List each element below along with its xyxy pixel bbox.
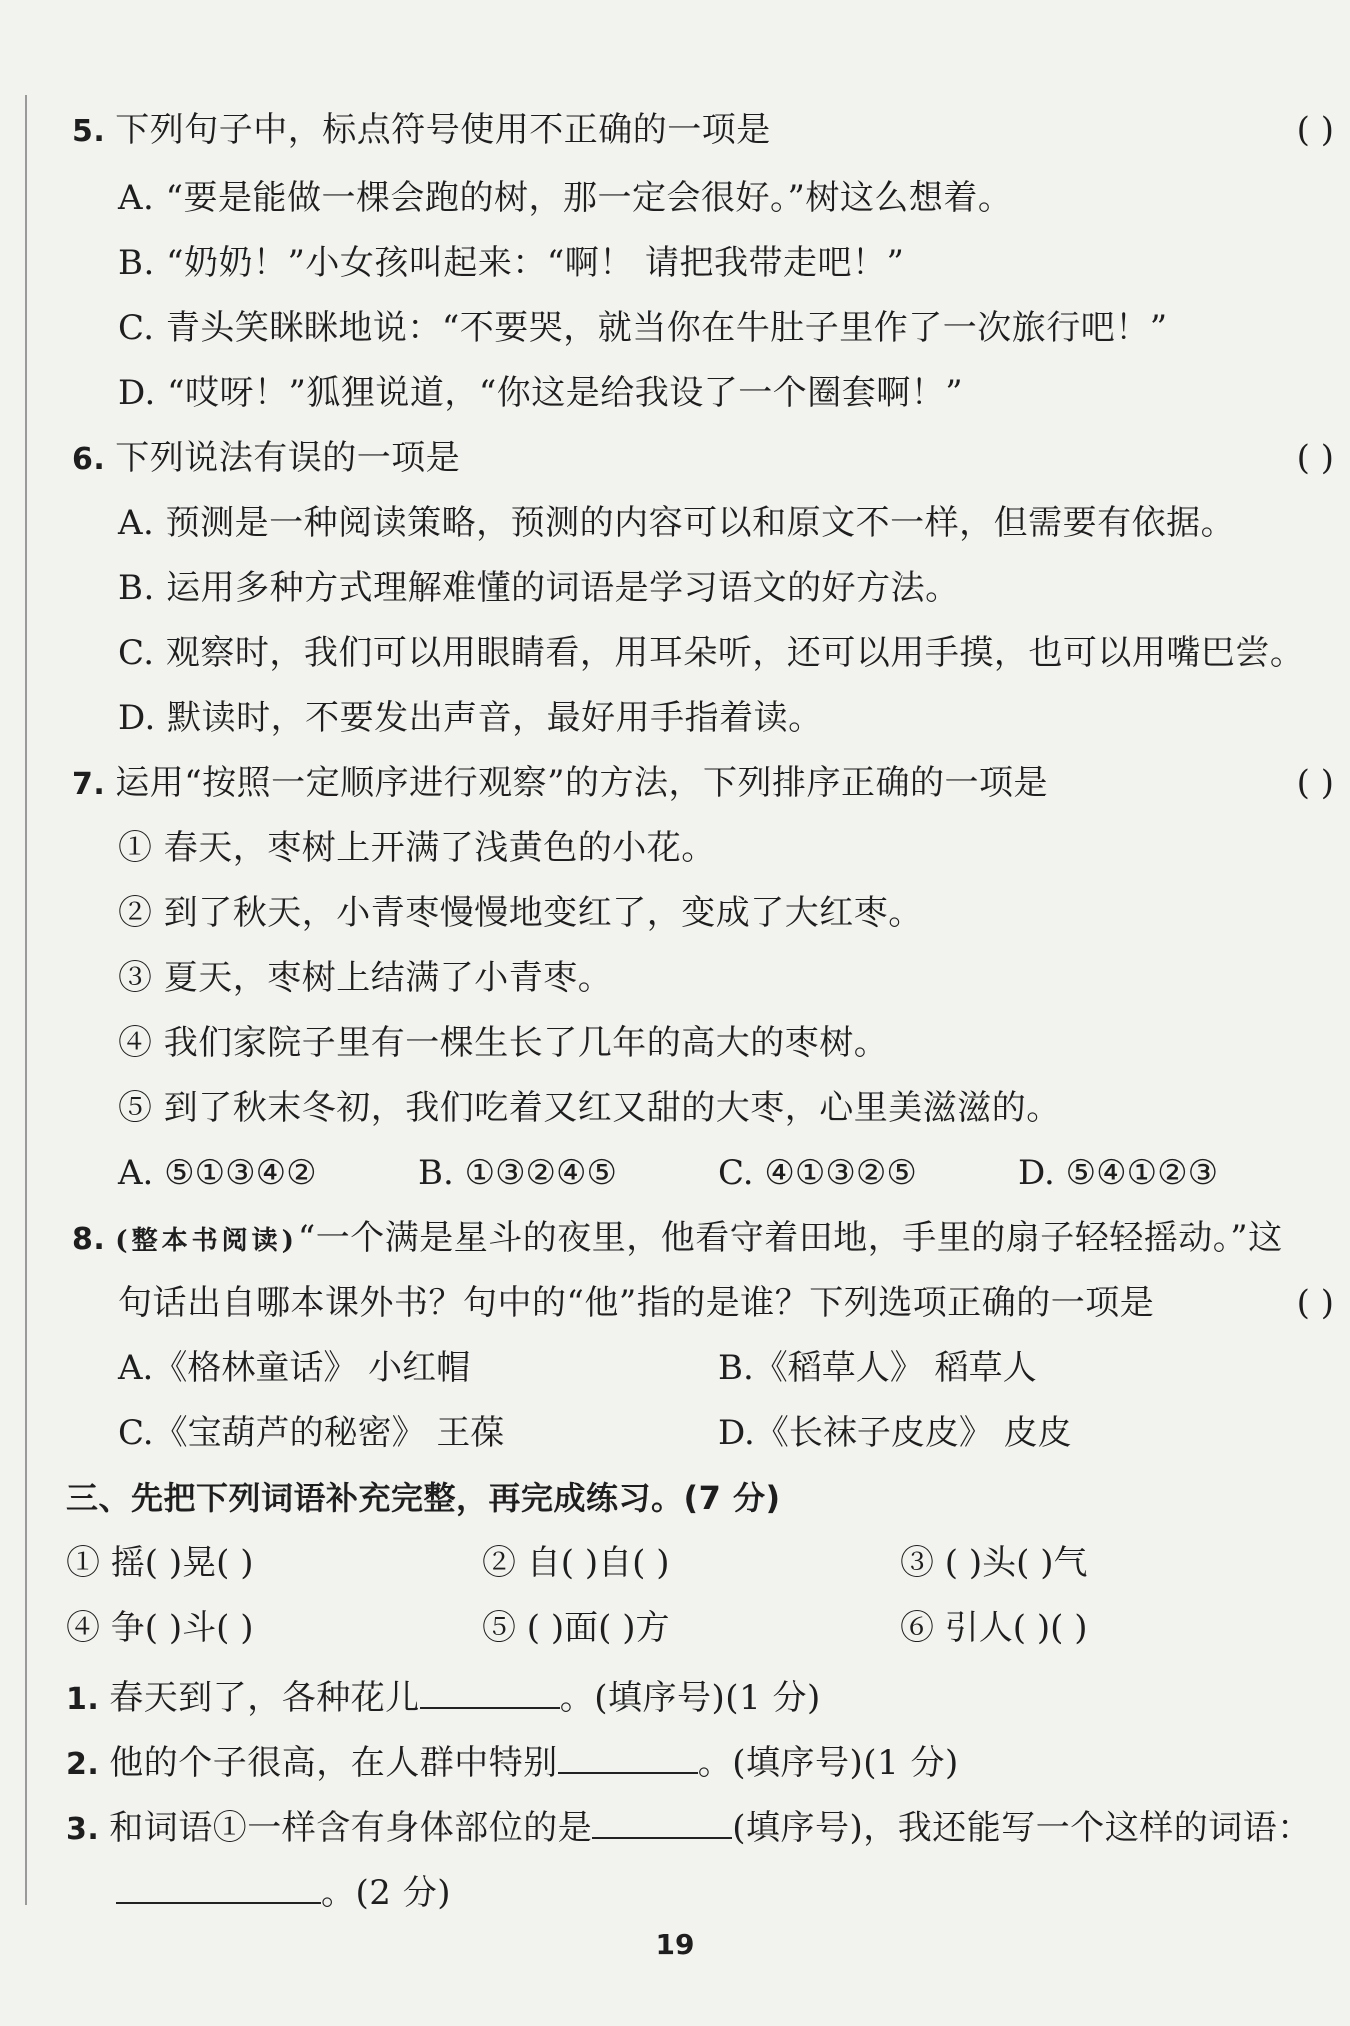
answer-blank[interactable] bbox=[558, 1736, 698, 1774]
answer-blank[interactable] bbox=[420, 1671, 560, 1709]
exercise-2 bbox=[66, 1736, 959, 1787]
sentence-item-2: ② 到了秋天，小青枣慢慢地变红了，变成了大红枣。 bbox=[118, 893, 923, 933]
exercise-1 bbox=[66, 1671, 821, 1722]
question-7-stem bbox=[72, 761, 1048, 807]
word-blank-1[interactable]: ① 摇( )晃( ) bbox=[66, 1543, 254, 1583]
choice-c: C. ④①③②⑤ bbox=[718, 1153, 917, 1193]
sentence-item-1: ① 春天，枣树上开满了浅黄色的小花。 bbox=[118, 828, 716, 868]
option-c: C. 观察时，我们可以用眼睛看，用耳朵听，还可以用手摸，也可以用嘴巴尝。 bbox=[118, 633, 1305, 673]
option-d: D. “哎呀！”狐狸说道，“你这是给我设了一个圈套啊！” bbox=[118, 373, 964, 413]
exercise-number: 1. bbox=[66, 1682, 100, 1717]
option-a: A. “要是能做一棵会跑的树，那一定会很好。”树这么想着。 bbox=[118, 178, 1013, 218]
word-blank-3[interactable]: ③ ( )头( )气 bbox=[900, 1543, 1088, 1583]
option-b: B. 运用多种方式理解难懂的词语是学习语文的好方法。 bbox=[118, 568, 960, 608]
answer-parentheses[interactable]: ( ) bbox=[1296, 438, 1334, 478]
answer-blank[interactable] bbox=[116, 1866, 321, 1904]
exercise-number: 3. bbox=[66, 1812, 100, 1847]
answer-parentheses[interactable]: ( ) bbox=[1296, 763, 1334, 803]
question-tag: (整本书阅读) bbox=[115, 1226, 298, 1256]
question-text: 下列句子中，标点符号使用不正确的一项是 bbox=[115, 110, 771, 150]
question-number: 8. bbox=[72, 1222, 106, 1257]
word-blank-4[interactable]: ④ 争( )斗( ) bbox=[66, 1608, 254, 1648]
question-number: 5. bbox=[72, 114, 106, 149]
choice-a: A. ⑤①③④② bbox=[118, 1153, 317, 1193]
option-d: D. 默读时，不要发出声音，最好用手指着读。 bbox=[118, 698, 823, 738]
exercise-number: 2. bbox=[66, 1747, 100, 1782]
question-text: “一个满是星斗的夜里，他看守着田地，手里的扇子轻轻摇动。”这 bbox=[297, 1218, 1283, 1258]
question-8-stem-continued: 句话出自哪本课外书？句中的“他”指的是谁？下列选项正确的一项是 bbox=[118, 1283, 1155, 1323]
sentence-item-4: ④ 我们家院子里有一棵生长了几年的高大的枣树。 bbox=[118, 1023, 889, 1063]
exercise-text: 。(填序号)(1 分) bbox=[559, 1678, 821, 1718]
answer-parentheses[interactable]: ( ) bbox=[1296, 110, 1334, 150]
word-blank-2[interactable]: ② 自( )自( ) bbox=[482, 1543, 670, 1583]
exercise-text: 春天到了，各种花儿 bbox=[109, 1678, 420, 1718]
option-b: B. “奶奶！”小女孩叫起来：“啊！ 请把我带走吧！” bbox=[118, 243, 905, 283]
question-number: 7. bbox=[72, 767, 106, 802]
section-3-title: 三、先把下列词语补充完整，再完成练习。(7 分) bbox=[66, 1479, 781, 1517]
question-number: 6. bbox=[72, 442, 106, 477]
choice-c: C.《宝葫芦的秘密》 王葆 bbox=[118, 1413, 505, 1453]
exercise-text: 。(2 分) bbox=[321, 1873, 451, 1913]
sentence-item-5: ⑤ 到了秋末冬初，我们吃着又红又甜的大枣，心里美滋滋的。 bbox=[118, 1088, 1061, 1128]
choice-d: D.《长袜子皮皮》 皮皮 bbox=[718, 1413, 1072, 1453]
answer-blank[interactable] bbox=[592, 1801, 732, 1839]
question-text: 运用“按照一定顺序进行观察”的方法，下列排序正确的一项是 bbox=[115, 763, 1049, 803]
choice-b: B.《稻草人》 稻草人 bbox=[718, 1348, 1037, 1388]
choice-d: D. ⑤④①②③ bbox=[1018, 1153, 1219, 1193]
option-c: C. 青头笑眯眯地说：“不要哭，就当你在牛肚子里作了一次旅行吧！” bbox=[118, 308, 1168, 348]
choice-a: A.《格林童话》 小红帽 bbox=[118, 1348, 471, 1388]
word-blank-6[interactable]: ⑥ 引人( )( ) bbox=[900, 1608, 1088, 1648]
exercise-text: 和词语①一样含有身体部位的是 bbox=[109, 1808, 593, 1848]
option-a: A. 预测是一种阅读策略，预测的内容可以和原文不一样，但需要有依据。 bbox=[118, 503, 1236, 543]
page-number: 19 bbox=[655, 1928, 695, 1961]
question-8-stem bbox=[72, 1216, 1283, 1263]
exercise-text: (填序号)，我还能写一个这样的词语： bbox=[732, 1808, 1312, 1848]
choice-b: B. ①③②④⑤ bbox=[418, 1153, 618, 1193]
sentence-item-3: ③ 夏天，枣树上结满了小青枣。 bbox=[118, 958, 613, 998]
exercise-text: 。(填序号)(1 分) bbox=[697, 1743, 959, 1783]
exercise-text: 他的个子很高，在人群中特别 bbox=[109, 1743, 558, 1783]
question-text: 下列说法有误的一项是 bbox=[115, 438, 461, 478]
answer-parentheses[interactable]: ( ) bbox=[1296, 1283, 1334, 1323]
exercise-3 bbox=[66, 1801, 1312, 1852]
question-5-stem bbox=[72, 108, 771, 154]
question-6-stem bbox=[72, 436, 460, 482]
word-blank-5[interactable]: ⑤ ( )面( )方 bbox=[482, 1608, 670, 1648]
exercise-3-continued bbox=[116, 1866, 451, 1915]
